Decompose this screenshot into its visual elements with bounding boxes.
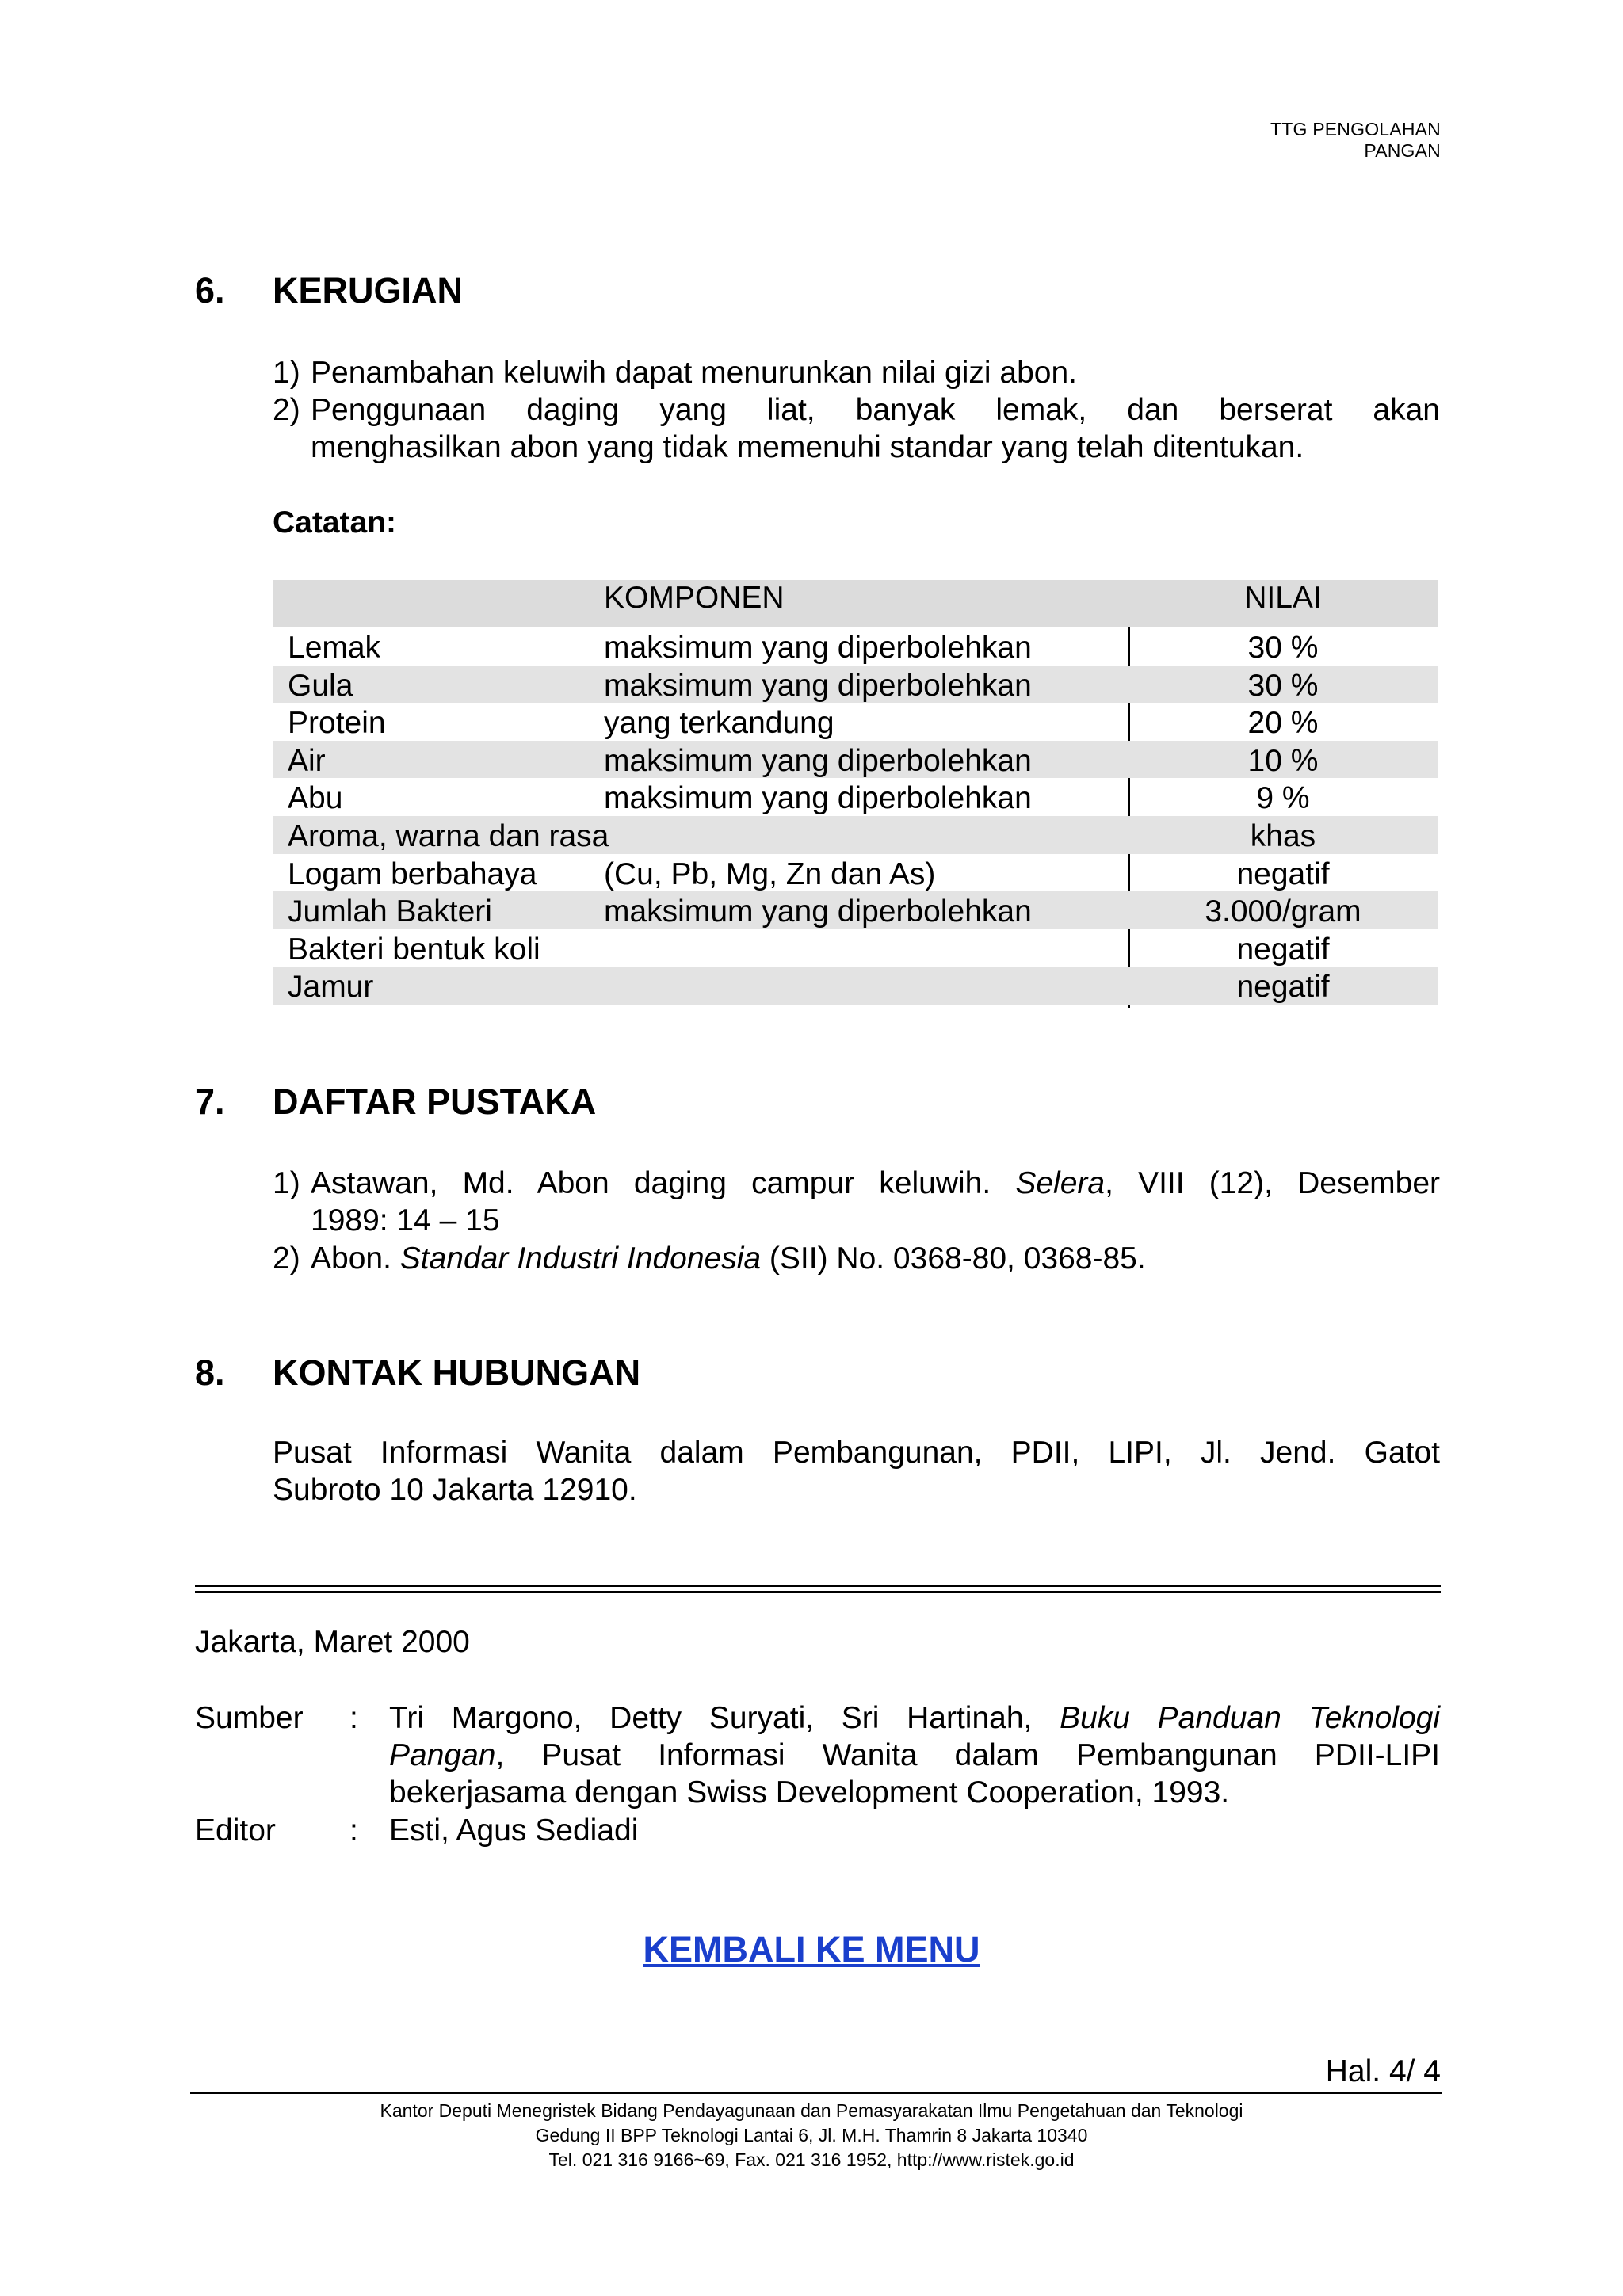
source-authors: Tri Margono, Detty Suryati, Sri Hartinah,	[389, 1701, 1060, 1735]
table-row	[273, 666, 1438, 704]
footer-address: Gedung II BPP Teknologi Lantai 6, Jl. M.H. Thamrin 8 Jakarta 10340	[535, 2125, 1088, 2145]
ref-text: Astawan, Md. Abon daging campur keluwih.	[311, 1166, 1016, 1200]
cell-name: Jumlah Bakteri	[288, 894, 492, 929]
cell-name: Aroma, warna dan rasa	[288, 818, 609, 853]
cell-value: 30 %	[1247, 631, 1319, 665]
list-number: 1)	[273, 356, 300, 390]
running-header: TTG PENGOLAHAN PANGAN	[1270, 119, 1441, 161]
table-row	[273, 627, 1438, 666]
footer-contact: Tel. 021 316 9166~69, Fax. 021 316 1952, http://www.ristek.go.id	[548, 2149, 1075, 2170]
ref-number: 2)	[273, 1241, 300, 1276]
divider-top	[195, 1585, 1441, 1587]
table-row	[273, 967, 1438, 1005]
cell-value: negatif	[1236, 970, 1330, 1005]
section-7-number: 7.	[195, 1081, 225, 1122]
cell-desc: maksimum yang diperbolehkan	[604, 668, 1032, 703]
cell-name: Logam berbahaya	[288, 856, 537, 891]
cell-name: Bakteri bentuk koli	[288, 932, 540, 967]
source-line3: bekerjasama dengan Swiss Development Cooperation, 1993.	[389, 1775, 1230, 1810]
composition-table	[273, 580, 1438, 1005]
header-nilai: NILAI	[1244, 581, 1322, 615]
note-label: Catatan:	[273, 505, 397, 540]
cell-value: 3.000/gram	[1205, 894, 1361, 929]
list-text-line2: menghasilkan abon yang tidak memenuhi standar yang telah ditentukan.	[311, 430, 1304, 464]
source-label: Sumber	[195, 1701, 304, 1735]
source-book-title: Buku Panduan Teknologi	[1060, 1701, 1440, 1735]
section-6-title: KERUGIAN	[273, 270, 464, 311]
ref-text: Abon.	[311, 1241, 400, 1276]
cell-value: 20 %	[1247, 706, 1319, 741]
section-6-number: 6.	[195, 270, 225, 311]
list-text: Penambahan keluwih dapat menurunkan nilai gizi abon.	[311, 356, 1077, 390]
cell-name: Protein	[288, 706, 386, 741]
cell-name: Abu	[288, 781, 343, 816]
cell-desc: maksimum yang diperbolehkan	[604, 743, 1032, 778]
cell-value: 9 %	[1256, 781, 1310, 816]
ref-line1	[311, 1240, 1440, 1277]
back-to-menu-link[interactable]: KEMBALI KE MENU	[643, 1929, 980, 1970]
source-publisher: , Pusat Informasi Wanita dalam Pembangunan PDII-LIPI	[495, 1738, 1440, 1772]
source-colon: :	[349, 1701, 358, 1735]
table-row	[273, 741, 1438, 779]
cell-desc: maksimum yang diperbolehkan	[604, 894, 1032, 929]
cell-desc: (Cu, Pb, Mg, Zn dan As)	[604, 856, 936, 891]
cell-desc: yang terkandung	[604, 706, 834, 741]
source-line1	[389, 1699, 1440, 1737]
list-item	[273, 391, 1440, 466]
ref-journal: Selera	[1015, 1166, 1106, 1200]
ref-line2: 1989: 14 – 15	[311, 1203, 500, 1238]
page-number: Hal. 4/ 4	[1325, 2054, 1441, 2088]
reference-item	[273, 1240, 1440, 1277]
source-book-title-cont: Pangan	[389, 1738, 496, 1772]
list-item	[273, 354, 1440, 391]
section-8-number: 8.	[195, 1352, 225, 1393]
ref-text: , VIII (12), Desember	[1105, 1166, 1441, 1200]
cell-name: Air	[288, 743, 326, 778]
editor-label: Editor	[195, 1814, 276, 1848]
section-7-title: DAFTAR PUSTAKA	[273, 1081, 597, 1122]
reference-item	[273, 1165, 1440, 1239]
table-row	[273, 816, 1438, 854]
divider-bottom	[195, 1591, 1441, 1593]
table-row	[273, 854, 1438, 892]
cell-name: Gula	[288, 668, 353, 703]
footer-office: Kantor Deputi Menegristek Bidang Pendayagunaan dan Pemasyarakatan Ilmu Pengetahuan dan Teknologi	[380, 2100, 1243, 2121]
footer-rule	[190, 2092, 1442, 2094]
ref-number: 1)	[273, 1166, 300, 1200]
cell-desc: maksimum yang diperbolehkan	[604, 781, 1032, 816]
list-text-line1: Penggunaan daging yang liat, banyak lemak, dan berserat akan	[311, 393, 1440, 427]
list-number: 2)	[273, 393, 300, 427]
place-date: Jakarta, Maret 2000	[195, 1625, 470, 1659]
table-row	[273, 778, 1438, 816]
cell-name: Lemak	[288, 631, 381, 665]
cell-value: 10 %	[1247, 743, 1319, 778]
editor-colon: :	[349, 1814, 358, 1848]
table-row	[273, 703, 1438, 741]
ref-text: (SII) No. 0368-80, 0368-85.	[761, 1241, 1146, 1276]
cell-value: negatif	[1236, 932, 1330, 967]
contact-line1: Pusat Informasi Wanita dalam Pembangunan, PDII, LIPI, Jl. Jend. Gatot	[273, 1436, 1440, 1470]
ref-title: Standar Industri Indonesia	[399, 1241, 762, 1276]
source-line2	[389, 1737, 1440, 1774]
cell-name: Jamur	[288, 970, 374, 1005]
editor-value: Esti, Agus Sediadi	[389, 1814, 639, 1848]
cell-desc: maksimum yang diperbolehkan	[604, 631, 1032, 665]
table-row	[273, 929, 1438, 967]
header-komponen: KOMPONEN	[604, 581, 785, 615]
cell-value: 30 %	[1247, 668, 1319, 703]
table-header-row	[273, 580, 1438, 627]
contact-line2: Subroto 10 Jakarta 12910.	[273, 1473, 637, 1507]
table-row	[273, 891, 1438, 929]
cell-value: khas	[1250, 818, 1316, 853]
section-8-title: KONTAK HUBUNGAN	[273, 1352, 641, 1393]
cell-value: negatif	[1236, 856, 1330, 891]
ref-line1	[311, 1165, 1440, 1202]
